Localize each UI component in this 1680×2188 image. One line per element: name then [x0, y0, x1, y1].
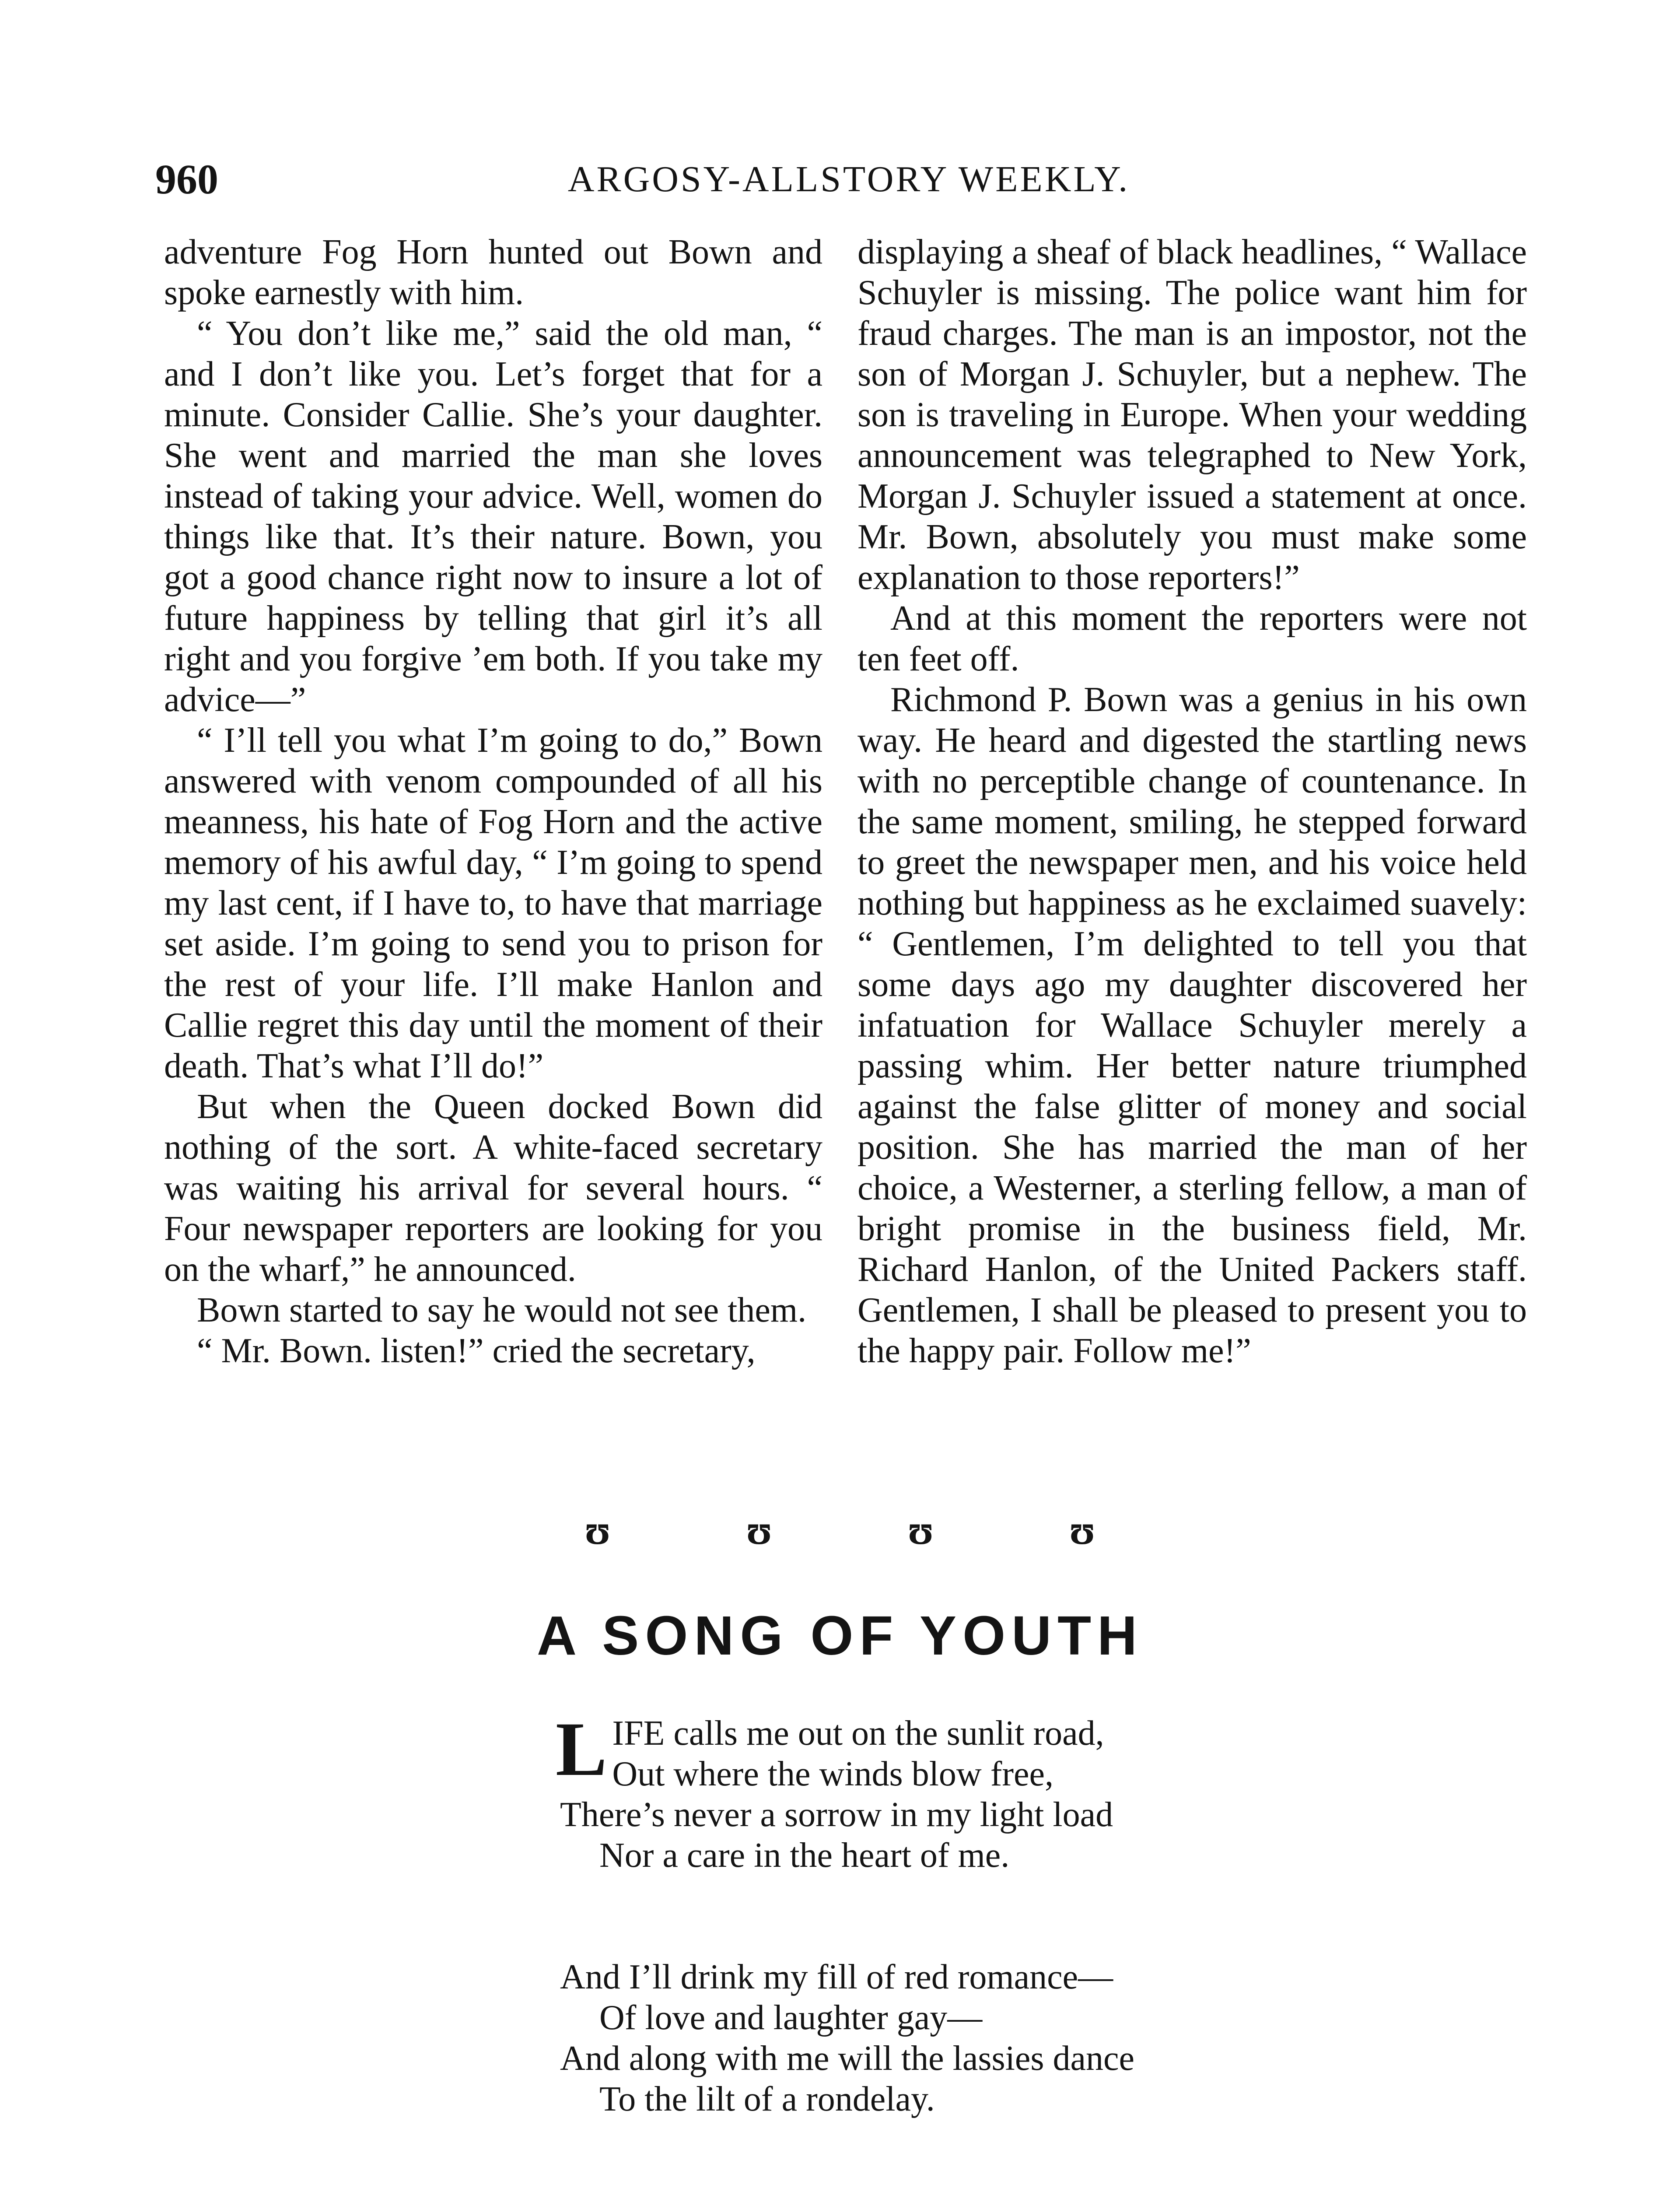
paragraph: Bown started to say he would not see them.	[197, 1291, 807, 1329]
poem-line: There’s never a sorrow in my light load	[560, 1795, 1113, 1834]
paragraph: displaying a sheaf of black headlines, “ Wallace Schuyler is missing. The police want him for fraud charges. The man is an impostor, not the son of Morgan J. Schuyler, but a nephew. The son is traveling in Europe. When your wedding announcement was telegraphed to New York, Morgan J. Schuyler issued a statement at once. Mr. Bown, absolutely you must make some explanation to those reporters!”	[858, 233, 1527, 597]
ornament-icon: ʊ	[908, 1506, 934, 1553]
page-number: 960	[155, 156, 218, 203]
ornament-icon: ʊ	[746, 1506, 772, 1553]
poem-title: A SONG OF YOUTH	[536, 1605, 1144, 1666]
ornament-icon: ʊ	[1069, 1506, 1096, 1553]
paragraph: “ You don’t like me,” said the old man, “ and I don’t like you. Let’s forget that for a minute. Consider Callie. She’s your daughter. She went and married the man she loves instead of taking your advice. Well, women do things like that. It’s their nature. Bown, you got a good chance right now to insure a lot of future happiness by telling that girl it’s all right and you forgive ’em both. If you take my advice—”	[164, 314, 822, 719]
paragraph: Richmond P. Bown was a genius in his own way. He heard and digested the startling news with no perceptible change of countenance. In the same moment, smiling, he stepped forward to greet the newspaper men, and his voice held nothing but happiness as he exclaimed suavely: “ Gentlemen, I’m delighted to tell you that some days ago my daughter discovered her infatuation for Wallace Schuyler merely a passing whim. Her better nature triumphed against the false glitter of money and social position. She has married the man of her choice, a Westerner, a sterling fellow, a man of bright promise in the business field, Mr. Richard Hanlon, of the United Packers staff. Gentlemen, I shall be pleased to present you to the happy pair. Follow me!”	[858, 680, 1527, 1370]
section-divider	[0, 1505, 1680, 1554]
poem-body	[556, 1707, 1391, 2188]
paragraph: And at this moment the reporters were not ten feet off.	[858, 599, 1527, 678]
poem-line: To the lilt of a rondelay.	[599, 2080, 935, 2118]
poem-line: Out where the winds blow free,	[612, 1755, 1054, 1793]
paragraph: adventure Fog Horn hunted out Bown and spoke earnestly with him.	[164, 233, 822, 312]
paragraph: “ I’ll tell you what I’m going to do,” Bown answered with venom compounded of all his meanness, his hate of Fog Horn and the active memory of his awful day, “ I’m going to spend my last cent, if I have to, to have that marriage set aside. I’m going to send you to prison for the rest of your life. I’ll make Hanlon and Callie regret this day until the moment of their death. That’s what I’ll do!”	[164, 721, 822, 1085]
poem-line: And along with me will the lassies dance	[560, 2039, 1135, 2078]
poem-line: And I’ll drink my fill of red romance—	[560, 1958, 1113, 1996]
paragraph: But when the Queen docked Bown did nothing of the sort. A white-faced secretary was waiting his arrival for several hours. “ Four newspaper reporters are looking for you on the wharf,” he announced.	[164, 1087, 822, 1289]
poem-stanza	[556, 1707, 1391, 1876]
page-header	[155, 151, 1542, 208]
running-head: ARGOSY-ALLSTORY WEEKLY.	[567, 159, 1130, 200]
poem-line: Nor a care in the heart of me.	[599, 1836, 1010, 1875]
ornament-icon: ʊ	[584, 1506, 611, 1553]
poem-line: IFE calls me out on the sunlit road,	[612, 1714, 1104, 1753]
poem-line: Of love and laughter gay—	[599, 1999, 983, 2037]
left-column	[164, 232, 822, 1371]
paragraph: “ Mr. Bown. listen!” cried the secretary,	[197, 1332, 756, 1370]
right-column	[858, 232, 1527, 1371]
poem-stanza	[560, 1957, 1391, 2120]
drop-cap: L	[556, 1707, 607, 1792]
